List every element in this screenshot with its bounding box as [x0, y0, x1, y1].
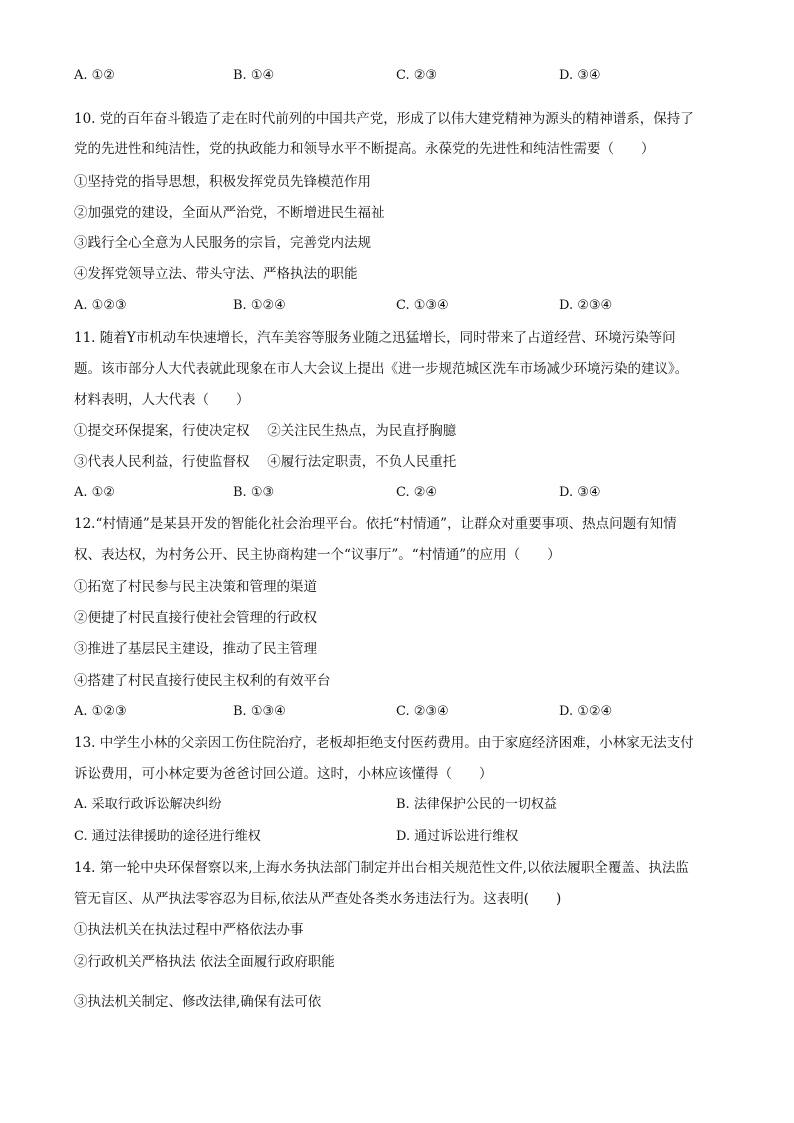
- q11-option-d[interactable]: D. ③④: [559, 485, 601, 500]
- q13-stem-line: 13. 中学生小林的父亲因工伤住院治疗，老板却拒绝支付医药费用。由于家庭经济困难，小林家无法支付: [74, 735, 694, 751]
- q14-statement-2: ②行政机关严格执法 依法全面履行政府职能: [74, 954, 335, 970]
- q14-stem-line: 管无盲区、从严执法零容忍为目标,依法从严查处各类水务违法行为。这表明( ): [74, 891, 562, 907]
- q11-stem-line: 11. 随着Y市机动车快速增长，汽车美容等服务业随之迅猛增长，同时带来了占道经营、环境污染等问: [74, 330, 676, 346]
- q10-statement-1: ①坚持党的指导思想，积极发挥党员先锋模范作用: [74, 174, 371, 190]
- q13-option-c[interactable]: C. 通过法律援助的途径进行维权: [74, 829, 261, 844]
- q14-statement-1: ①执法机关在执法过程中严格依法办事: [74, 922, 304, 938]
- q11-option-b[interactable]: B. ①③: [233, 485, 275, 500]
- q12-stem-line: 12.“村情通”是某县开发的智能化社会治理平台。依托“村情通”，让群众对重要事项、热点问题有知情: [74, 516, 677, 532]
- q11-stem-line: 材料表明，人大代表（ ）: [74, 392, 250, 408]
- q10-option-c[interactable]: C. ①③④: [396, 298, 449, 313]
- q9-option-b[interactable]: B. ①④: [233, 68, 275, 83]
- q12-option-a[interactable]: A. ①②③: [74, 704, 127, 719]
- q12-option-d[interactable]: D. ①②④: [559, 704, 613, 719]
- q13-stem-line: 诉讼费用，可小林定要为爸爸讨回公道。这时，小林应该懂得（ ）: [74, 766, 493, 782]
- q9-option-a[interactable]: A. ①②: [74, 68, 115, 83]
- q9-option-d[interactable]: D. ③④: [559, 68, 601, 83]
- q10-option-d[interactable]: D. ②③④: [559, 298, 613, 313]
- q12-statement-2: ②便捷了村民直接行使社会管理的行政权: [74, 610, 317, 626]
- q14-stem-line: 14. 第一轮中央环保督察以来,上海水务执法部门制定并出台相关规范性文件,以依法履职全覆盖、执法监: [74, 860, 689, 876]
- q14-statement-3: ③执法机关制定、修改法律,确保有法可依: [74, 994, 322, 1010]
- q13-option-b[interactable]: B. 法律保护公民的一切权益: [396, 797, 557, 812]
- q9-option-c[interactable]: C. ②③: [396, 68, 438, 83]
- q12-option-c[interactable]: C. ②③④: [396, 704, 449, 719]
- q10-stem-line: 党的先进性和纯洁性，党的执政能力和领导水平不断提高。永葆党的先进性和纯洁性需要（ ）: [74, 141, 655, 157]
- q12-statement-1: ①拓宽了村民参与民主决策和管理的渠道: [74, 579, 317, 595]
- q10-statement-3: ③践行全心全意为人民服务的宗旨，完善党内法规: [74, 235, 371, 251]
- q13-option-a[interactable]: A. 采取行政诉讼解决纠纷: [74, 797, 222, 812]
- q11-statement-1-2: ①提交环保提案，行使决定权 ②关注民生热点，为民直抒胸臆: [74, 423, 457, 439]
- q10-option-a[interactable]: A. ①②③: [74, 298, 127, 313]
- q12-statement-3: ③推进了基层民主建设，推动了民主管理: [74, 641, 317, 657]
- q10-stem-line: 10. 党的百年奋斗锻造了走在时代前列的中国共产党，形成了以伟大建党精神为源头的精神谱系，保持了: [74, 111, 694, 127]
- q12-option-b[interactable]: B. ①③④: [233, 704, 286, 719]
- q10-option-b[interactable]: B. ①②④: [233, 298, 286, 313]
- q10-statement-2: ②加强党的建设，全面从严治党，不断增进民生福祉: [74, 205, 385, 221]
- q11-stem-line: 题。该市部分人大代表就此现象在市人大会议上提出《进一步规范城区洗车市场减少环境污染的建议》。: [74, 361, 689, 377]
- q11-option-a[interactable]: A. ①②: [74, 485, 115, 500]
- q10-statement-4: ④发挥党领导立法、带头守法、严格执法的职能: [74, 266, 358, 282]
- q12-stem-line: 权、表达权，为村务公开、民主协商构建一个“议事厅”。“村情通”的应用（ ）: [74, 547, 561, 563]
- q11-option-c[interactable]: C. ②④: [396, 485, 438, 500]
- q12-statement-4: ④搭建了村民直接行使民主权利的有效平台: [74, 673, 331, 689]
- q13-option-d[interactable]: D. 通过诉讼进行维权: [396, 829, 519, 844]
- q11-statement-3-4: ③代表人民利益，行使监督权 ④履行法定职责，不负人民重托: [74, 454, 457, 470]
